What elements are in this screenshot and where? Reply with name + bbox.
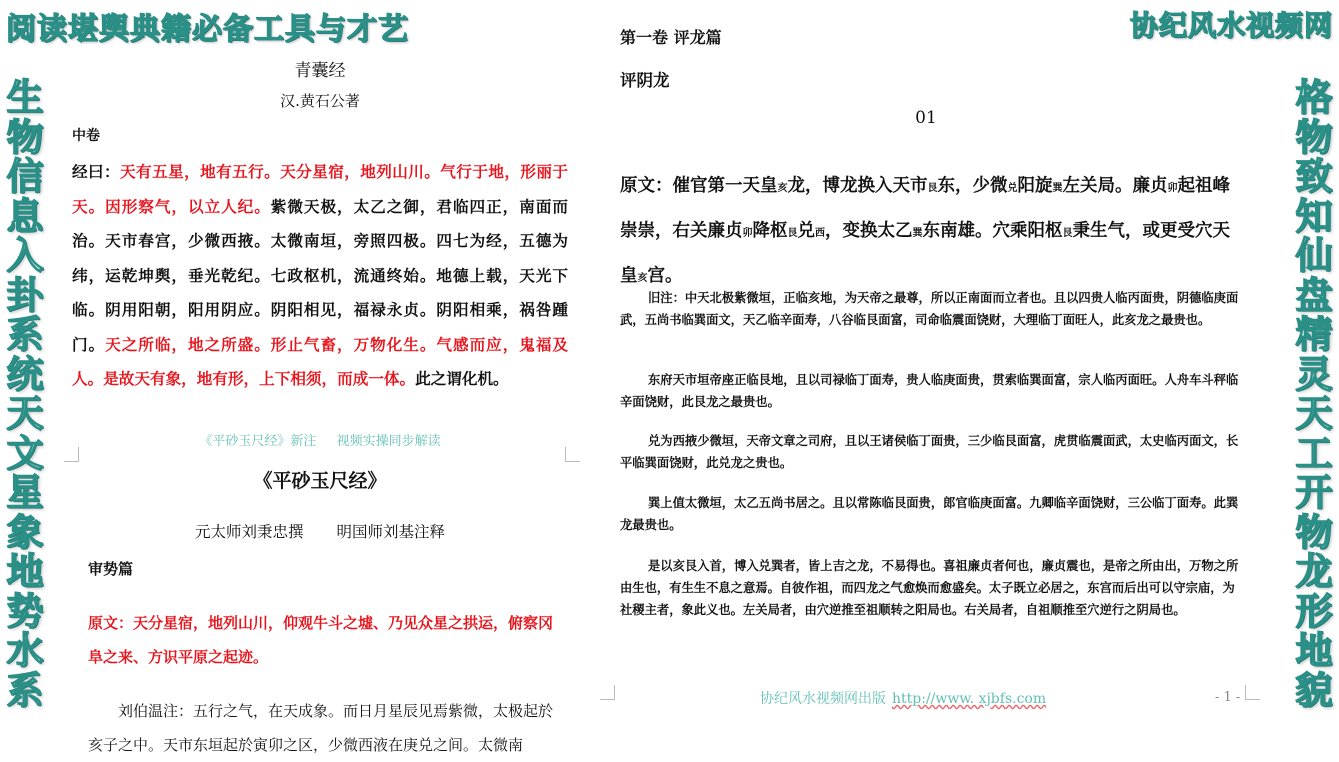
- subscript: 兑: [1007, 183, 1018, 194]
- text-seg: 兑: [797, 221, 815, 241]
- subscript: 亥: [637, 273, 648, 284]
- publisher-footer: [760, 688, 1046, 708]
- left-vertical-banner: 生物信息入卦系统天文星象地势水系: [6, 76, 44, 712]
- pingsha-author-2: 明国师刘基注释: [336, 523, 445, 541]
- volume-title: 第一卷 评龙篇: [620, 28, 722, 47]
- old-commentary-2: 东府天市垣帝座正临艮地，且以司禄临丁面寿，贵人临庚面贵，贯索临巽面富，宗人临丙面旺。人舟车斗秤临辛面饶财，此艮龙之最贵也。: [620, 372, 1239, 409]
- text-seg: 原文：催官第一天皇: [620, 176, 778, 196]
- pingsha-section: 审势篇: [88, 560, 134, 578]
- text-seg: 宫。: [647, 266, 683, 286]
- text-seg: 秉生气，或更受穴天皇: [620, 221, 1230, 286]
- website-link[interactable]: http://www. xjbfs.com: [892, 691, 1047, 707]
- text-seg: 降枢: [752, 221, 788, 241]
- text-seg: 龙，博龙换入天市: [787, 176, 928, 196]
- text-seg: 东南雄。穴乘阳枢: [922, 221, 1063, 241]
- crop-mark: [600, 685, 615, 700]
- subscript: 卯: [1167, 183, 1178, 194]
- qingnang-red-1: 天有五星，地有五行。天分星宿，地列山川。气行于地，形丽于天。因形察气，以立人纪。: [72, 162, 568, 216]
- qingnang-lead: 经曰：: [72, 162, 121, 181]
- subscript: 亥: [777, 183, 788, 194]
- original-text: [620, 165, 1240, 300]
- crop-mark: [1245, 685, 1260, 700]
- subscript: 巽: [912, 228, 923, 239]
- top-right-banner: 协纪风水视频网: [1129, 9, 1333, 42]
- crop-mark: [565, 447, 580, 462]
- subscript: 艮: [927, 183, 938, 194]
- qingnang-black-2: 此之谓化机。: [415, 369, 509, 388]
- divider-note-left: 《平砂玉尺经》新注: [199, 434, 317, 449]
- old-commentary-1: 旧注：中天北极紫微垣，正临亥地，为天帝之最尊，所以正南面而立者也。且以四贵人临丙面贵，阴德临庚面武，五尚书临巽面文，天乙临辛面寿，八谷临艮面富，司命临震面饶财，大理临丁面旺人，此亥龙之最贵也。: [620, 290, 1239, 327]
- qingnang-author: 汉.黄石公著: [280, 92, 360, 110]
- divider-note: [60, 430, 580, 449]
- subscript: 西: [815, 228, 825, 239]
- old-commentary-5: 是以亥艮入首，博入兑巽者，皆上吉之龙，不易得也。喜祖廉贞者何也，廉贞震也，是帝之所由出，万物之所由生也，有生生不息之意焉。自彼作祖，而四龙之气愈焕而愈盛矣。太子既立必居之，东宫而后出可以守宗庙，为社稷主者，象此义也。左关局者，由穴逆推至祖顺转之阳局也。右关局者，自祖顺推至穴逆行之阴局也。: [620, 558, 1239, 617]
- text-seg: ，变换太乙: [825, 221, 913, 241]
- divider-note-right: 视频实操同步解读: [336, 434, 441, 449]
- subscript: 艮: [787, 228, 798, 239]
- page-number-footer: - 1 -: [1215, 690, 1241, 705]
- subscript: 巽: [1052, 183, 1063, 194]
- text-seg: 起祖峰崇崇，右关廉贞: [620, 176, 1230, 241]
- old-commentary-4: 巽上值太微垣，太乙五尚书居之。且以常陈临艮面贵，郎官临庚面富。九卿临辛面饶财，三公临丁面寿。此巽龙最贵也。: [620, 495, 1239, 532]
- subscript: 卯: [742, 228, 753, 239]
- right-vertical-banner: 格物致知仙盘精灵天工开物龙形地貌: [1295, 76, 1333, 712]
- text-seg: 左关局。廉贞: [1062, 176, 1168, 196]
- old-commentary-3: 兑为西掖少微垣，天帝文章之司府，且以王诸侯临丁面贵，三少临艮面富，虎贯临震面武，太史临丙面文，长平临巽面饶财，此兑龙之贵也。: [620, 433, 1239, 470]
- pingsha-commentary: 刘伯温注：五行之气，在天成象。而日月星辰见焉紫微，太极起於亥子之中。天市东垣起於寅卯之区，少微西液在庚兑之间。太微南: [88, 702, 554, 754]
- section-title: 评阴龙: [620, 71, 670, 90]
- chapter-number: 01: [915, 108, 937, 128]
- top-left-banner: 阅读堪舆典籍必备工具与才艺: [6, 12, 409, 47]
- qingnang-black-1: 紫微天极，太乙之御，君临四正，南面而治。天市春宫，少微西掖。太微南垣，旁照四极。四七为经，五德为纬，运乾坤舆，垂光乾纪。七政枢机，流通终始。地德上载，天光下临。阴用阳朝，阳用阴应。阴阳相见，福禄永贞。阴阳相乘，祸咎踵门。: [72, 196, 568, 354]
- pingsha-authors: [60, 520, 580, 542]
- crop-mark: [64, 447, 79, 462]
- pingsha-title: 《平砂玉尺经》: [253, 470, 387, 492]
- text-seg: 东，少微: [937, 176, 1008, 196]
- qingnang-title: 青囊经: [294, 61, 346, 81]
- publisher-label: 协纪风水视频网出版: [760, 691, 886, 707]
- qingnang-body: [72, 155, 568, 397]
- qingnang-red-2: 天之所临，地之所盛。形止气畜，万物化生。气感而应，鬼福及人。是故天有象，地有形，上下相须，而成一体。: [72, 334, 568, 388]
- pingsha-original-text: 原文：天分星宿，地列山川，仰观牛斗之墟、乃见众星之拱运，俯察冈阜之来、方识平原之起迹。: [88, 614, 554, 666]
- qingnang-section: 中卷: [72, 128, 100, 144]
- pingsha-author-1: 元太师刘秉忠撰: [195, 523, 304, 541]
- subscript: 艮: [1062, 228, 1073, 239]
- text-seg: 阳旋: [1017, 176, 1053, 196]
